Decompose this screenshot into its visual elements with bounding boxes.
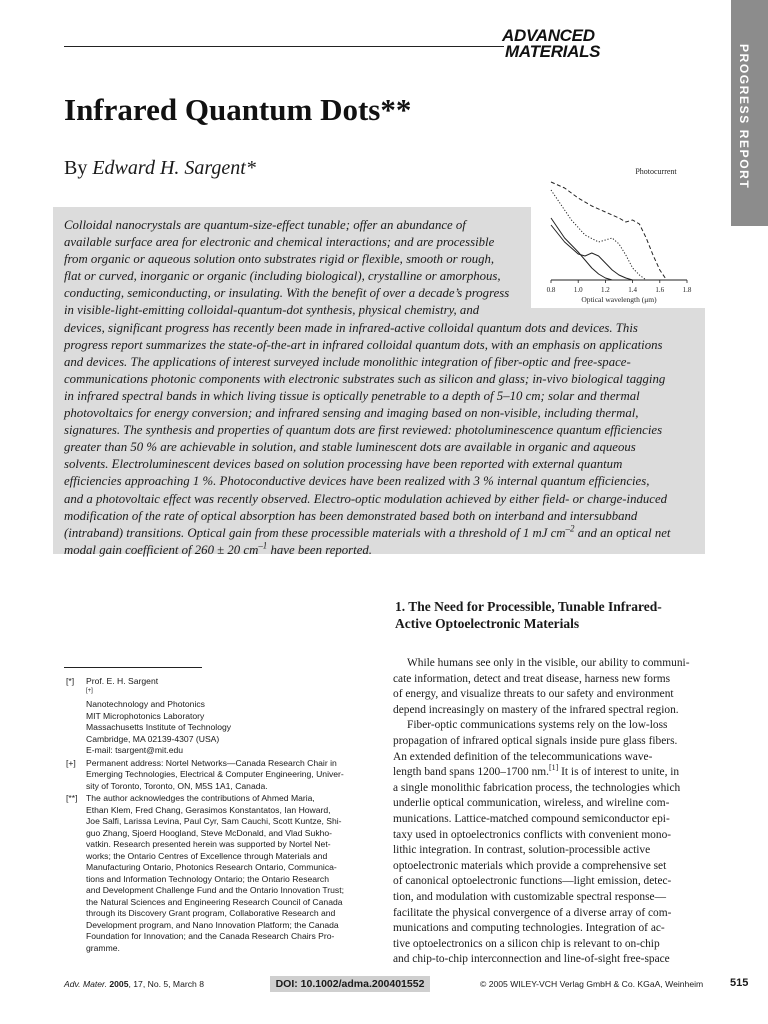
footnote-line: and Development Challenge Fund and the Ontario Innovation Trust; [86, 885, 344, 895]
citation-rest: , 17, No. 5, March 8 [128, 979, 204, 989]
footnote-mark: [**] [66, 793, 78, 803]
footnote-line: Emerging Technologies, Electrical & Computer Engineering, Univer- [86, 769, 344, 779]
footnote-line: Nanotechnology and Photonics [86, 699, 205, 709]
abstract-line: conducting, semiconducting, or insulating. With the benefit of over a decade’s progress [64, 286, 510, 301]
footnote-line: works; the Ontario Centres of Excellence through Materials and [86, 850, 328, 861]
body-line: While humans see only in the visible, our ability to communi- [407, 657, 690, 669]
body-line: munications and computing technologies. Integration of ac- [393, 922, 665, 935]
abstract-line-text: modal gain coefficient of 260 ± 20 cm [64, 542, 259, 557]
footnote-address [64, 758, 376, 793]
section-heading-line-2: Active Optoelectronic Materials [395, 616, 580, 631]
citation [64, 979, 204, 989]
x-axis-label: Optical wavelength (μm) [581, 295, 657, 304]
footnote-mark: [*] [66, 676, 75, 686]
footnote-line: Cambridge, MA 02139-4307 (USA) [86, 733, 220, 744]
doi-link[interactable]: DOI: 10.1002/adma.200401552 [270, 976, 430, 992]
x-tick-label: 1.8 [682, 286, 692, 294]
abstract-line: flat or curved, inorganic or organic (including biological), crystalline or amorphous, [64, 269, 501, 284]
abstract-line: Colloidal nanocrystals are quantum-size-effect tunable; offer an abundance of [64, 218, 466, 232]
page-number: 515 [730, 977, 749, 989]
body-line: optoelectronic materials which provide a comprehensive set [393, 859, 667, 872]
author-name: Edward H. Sargent* [92, 157, 256, 179]
page-footer [64, 976, 754, 994]
abstract-line: in infrared spectral bands in which living tissue is optically penetrable to a depth of 5–10 cm; solar and thermal [64, 388, 640, 403]
body-line: of energy, and visualize threats to our safety and environment [393, 688, 674, 701]
footnote-line: The author acknowledges the contributions of Ahmed Maria, [86, 793, 315, 803]
header-rule [64, 46, 504, 47]
abstract-line: from organic or aqueous solution onto substrates rigid or flexible, smooth or rough, [64, 252, 495, 267]
footnote-line: the Natural Sciences and Engineering Research Council of Canada [86, 896, 343, 907]
abstract-line: in visible-light-emitting colloidal-quantum-dot synthesis, physical chemistry, and [64, 303, 480, 318]
photocurrent-chart [531, 160, 705, 308]
footnote-mark: [+] [66, 757, 76, 768]
abstract-line-19 [64, 542, 690, 559]
abstract-line-tail: have been reported. [267, 542, 372, 557]
footnote-line: Development program, and Nano Innovation Platform; the Canada [86, 919, 339, 930]
body-line-with-ref [393, 765, 705, 781]
section-heading-line-1: 1. The Need for Processible, Tunable Infrared- [395, 599, 662, 614]
body-line: of canonical optoelectronic functions—light emission, detec- [393, 875, 672, 888]
series-line-3 [551, 190, 646, 280]
citation-year: 2005 [109, 979, 129, 989]
exponent: –1 [258, 540, 268, 551]
abstract-line: and devices. The applications of interest surveyed include monolithic integration of fiber-optic and free-space- [64, 354, 631, 369]
body-line: tion, and modulation with customizable spectral response— [393, 890, 666, 903]
footnote-line: Massachusetts Institute of Technology [86, 722, 232, 732]
series-group [551, 182, 667, 280]
footnote-rule [64, 667, 202, 668]
exponent: –2 [565, 523, 575, 534]
footnote-line: guo Zhang, Sjoerd Hoogland, Steve McDonald, and Vlad Sukho- [86, 827, 333, 838]
byline [64, 157, 256, 180]
x-tick-label: 1.2 [601, 286, 610, 294]
abstract-line: communications photonic components with electronic substrates such as silicon and glass; in-vivo biological tagging [64, 371, 666, 386]
footnote-line: gramme. [86, 942, 120, 953]
footnote-line: sity of Toronto, Toronto, ON, M5S 1A1, Canada. [86, 780, 268, 791]
footnote-email[interactable]: E-mail: tsargent@mit.edu [86, 745, 184, 755]
abstract-line: efficiencies approaching 1 %. Photoconductive devices have been realized with 3 % internal quantum efficiencies, [64, 474, 650, 489]
section-side-tab [731, 0, 768, 226]
body-line: propagation of infrared optical signals inside pure glass fibers. [393, 734, 678, 747]
x-tick-label: 1.4 [628, 286, 637, 294]
abstract-line: available surface area for electronic and chemical interactions; and are processible [64, 235, 495, 250]
abstract-line: greater than 50 % are achievable in solution, and stable luminescent dots are available in organic and aqueous [64, 440, 636, 455]
abstract-line: progress report summarizes the state-of-the-art in infrared colloidal quantum dots, with an emphasis on applications [64, 337, 663, 352]
side-tab-label: PROGRESS REPORT [737, 44, 751, 190]
reference-mark[interactable]: [1] [548, 763, 559, 773]
body-line: tive optoelectronics on a silicon chip is relevant to on-chip [393, 937, 660, 950]
abstract-line: solvents. Electroluminescent devices based on solution processing have been reported with external quantum [64, 457, 623, 472]
series-line-4 [551, 182, 667, 280]
body-line-tail: It is of interest to unite, in [558, 766, 680, 779]
journal-logo-line-1: ADVANCED [502, 26, 595, 45]
footnote-sup: [+] [86, 687, 93, 694]
abstract-line: photovoltaics for energy conversion; and infrared sensing and imaging based on non-visible, including thermal, [64, 406, 639, 421]
footnote-name: Prof. E. H. Sargent [86, 676, 159, 686]
body-line: cate information, detect and treat disease, harness new forms [393, 672, 671, 685]
body-line: taxy used in optoelectronics conflicts with convenient mono- [393, 828, 672, 841]
abstract-line: and a photovoltaic effect was recently observed. Electro-optic modulation achieved by either field- or charge-induced [64, 491, 668, 506]
article-title: Infrared Quantum Dots** [64, 92, 412, 127]
footnote-line: vatkin. Research presented herein was supported by Nortel Net- [86, 839, 331, 849]
byline-prefix: By [64, 157, 93, 179]
footnotes [64, 676, 376, 955]
footnote-line: Joe Salfi, Larissa Levina, Paul Cyr, Sam Cauchi, Scott Kuntze, Shi- [86, 816, 342, 826]
abstract-line-18 [64, 525, 690, 542]
body-line-text: length band spans 1200–1700 nm. [393, 766, 549, 779]
footnote-acknowledgement [64, 793, 376, 954]
footnote-line: Permanent address: Nortel Networks—Canada Research Chair in [86, 757, 337, 768]
abstract-line-tail: and an optical net [574, 525, 671, 540]
x-tick-label: 0.8 [546, 286, 556, 294]
body-line: depend increasingly on mastery of the infrared spectral region. [393, 703, 679, 716]
footnote-author [64, 676, 376, 757]
body-line: Fiber-optic communications systems rely on the low-loss [407, 719, 668, 732]
footnote-line: Ethan Klem, Fred Chang, Gerasimos Konstantatos, Ian Howard, [86, 804, 331, 815]
body-line: and chip-to-chip interconnection and line-of-sight free-space [393, 953, 670, 966]
journal-logo-line-2: MATERIALS [505, 42, 601, 61]
series-line-1 [551, 218, 612, 280]
footnote-line: tions and Information Technology Ontario; the Ontario Research [86, 873, 329, 884]
copyright: © 2005 WILEY-VCH Verlag GmbH & Co. KGaA, Weinheim [480, 979, 704, 989]
body-line: lithic integration. In contrast, solution-processible active [393, 844, 651, 857]
x-tick-label: 1.0 [573, 286, 583, 294]
footnote-line: through its Discovery Grant program, Collaborative Research and [86, 908, 336, 918]
abstract-line: signatures. The synthesis and properties of quantum dots are first reviewed: photoluminescence quantum efficiencies [64, 423, 663, 438]
footnote-name-line [86, 676, 376, 699]
journal-logo [502, 28, 642, 60]
journal-abbrev: Adv. Mater. [64, 979, 107, 989]
series-line-2 [551, 225, 633, 280]
footnote-line: MIT Microphotonics Laboratory [86, 710, 205, 721]
body-line: An extended definition of the telecommunications wave- [393, 750, 653, 763]
body-line: underlie optical communication, wireless, and wireline com- [393, 797, 670, 810]
x-ticks [547, 280, 692, 294]
body-text [393, 656, 705, 968]
x-tick-label: 1.6 [655, 286, 665, 294]
y-axis-label: Photocurrent [635, 167, 677, 176]
body-line: facilitate the physical convergence of a diverse array of com- [393, 906, 672, 919]
body-line: a single monolithic fabrication process, the technologies which [393, 781, 681, 794]
abstract-line-text: (intraband) transitions. Optical gain from these processible materials with a threshold of 1 mJ cm [64, 525, 566, 540]
footnote-line: Manufacturing Ontario, Photonics Research Ontario, Communica- [86, 862, 337, 872]
footnote-line: Foundation for Innovation; and the Canada Research Chairs Pro- [86, 931, 335, 941]
abstract-line: devices, significant progress has recently been made in infrared-active colloidal quantum dots and devices. This [64, 320, 638, 335]
abstract-line: modification of the rate of optical absorption has been demonstrated based both on interband and intersubband [64, 508, 638, 523]
section-heading [395, 598, 705, 632]
body-line: munications. Lattice-matched compound semiconductor epi- [393, 812, 670, 825]
